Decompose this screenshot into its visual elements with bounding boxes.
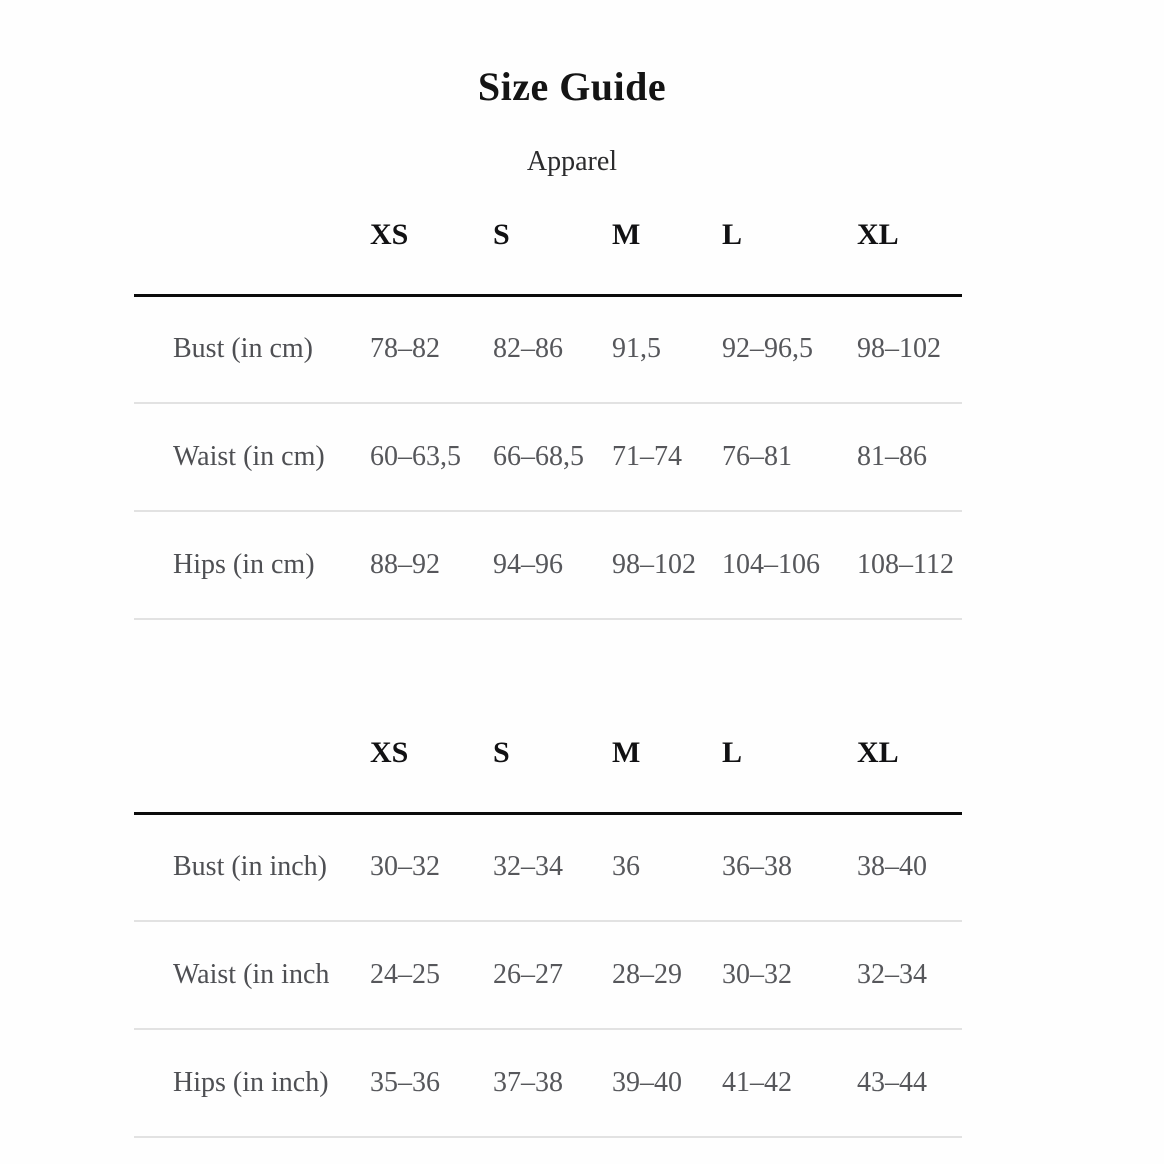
table-row-waist-cm [134, 403, 962, 511]
table-row-hips-inch [134, 1029, 962, 1137]
size-value: 76–81 [722, 441, 792, 472]
row-label: Waist (in cm) [173, 441, 325, 472]
size-value: 32–34 [493, 851, 563, 883]
size-value: 36–38 [722, 851, 792, 883]
column-header-xl: XL [857, 735, 899, 769]
size-value: 41–42 [722, 1067, 792, 1098]
size-value: 35–36 [370, 1067, 440, 1098]
corner-cell [134, 694, 370, 813]
size-value: 60–63,5 [370, 441, 461, 472]
size-value: 37–38 [493, 1067, 563, 1098]
column-header-s: S [493, 217, 510, 251]
column-header-s: S [493, 735, 510, 769]
size-value: 66–68,5 [493, 441, 584, 472]
row-label: Bust (in inch) [173, 851, 327, 883]
size-value: 98–102 [612, 549, 696, 580]
table-row-hips-cm [134, 511, 962, 619]
size-table-inch [134, 694, 962, 1138]
column-header-l: L [722, 217, 743, 251]
size-value: 104–106 [722, 549, 820, 580]
column-header-l: L [722, 735, 743, 769]
size-table-cm-header-row [134, 176, 962, 295]
size-value: 30–32 [370, 851, 440, 883]
column-header-m: M [612, 735, 641, 769]
table-row-bust-inch [134, 813, 962, 921]
size-value: 81–86 [857, 441, 927, 472]
row-label: Waist (in inch [173, 959, 330, 990]
size-value: 30–32 [722, 959, 792, 990]
size-value: 78–82 [370, 333, 440, 365]
column-header-xl: XL [857, 217, 899, 251]
size-value: 94–96 [493, 549, 563, 580]
page-subtitle: Apparel [526, 146, 618, 177]
size-table-inch-header-row [134, 694, 962, 813]
column-header-m: M [612, 217, 641, 251]
size-value: 24–25 [370, 959, 440, 990]
page-title: Size Guide [477, 64, 667, 109]
column-header-xs: XS [370, 217, 409, 251]
column-header-xs: XS [370, 735, 409, 769]
size-value: 28–29 [612, 959, 682, 990]
size-value: 39–40 [612, 1067, 682, 1098]
size-value: 82–86 [493, 333, 563, 365]
size-value: 88–92 [370, 549, 440, 580]
size-value: 32–34 [857, 959, 927, 990]
size-value: 38–40 [857, 851, 927, 883]
row-label: Hips (in inch) [173, 1067, 329, 1098]
row-label: Hips (in cm) [173, 549, 315, 580]
size-value: 43–44 [857, 1067, 927, 1098]
size-value: 36 [612, 851, 640, 883]
row-label: Bust (in cm) [173, 333, 313, 365]
size-value: 26–27 [493, 959, 563, 990]
table-row-waist-inch [134, 921, 962, 1029]
corner-cell [134, 176, 370, 295]
size-table-cm [134, 176, 962, 620]
size-value: 91,5 [612, 333, 661, 365]
size-value: 71–74 [612, 441, 682, 472]
size-value: 92–96,5 [722, 333, 813, 365]
size-value: 108–112 [857, 549, 954, 580]
size-value: 98–102 [857, 333, 941, 365]
table-row-bust-cm [134, 295, 962, 403]
